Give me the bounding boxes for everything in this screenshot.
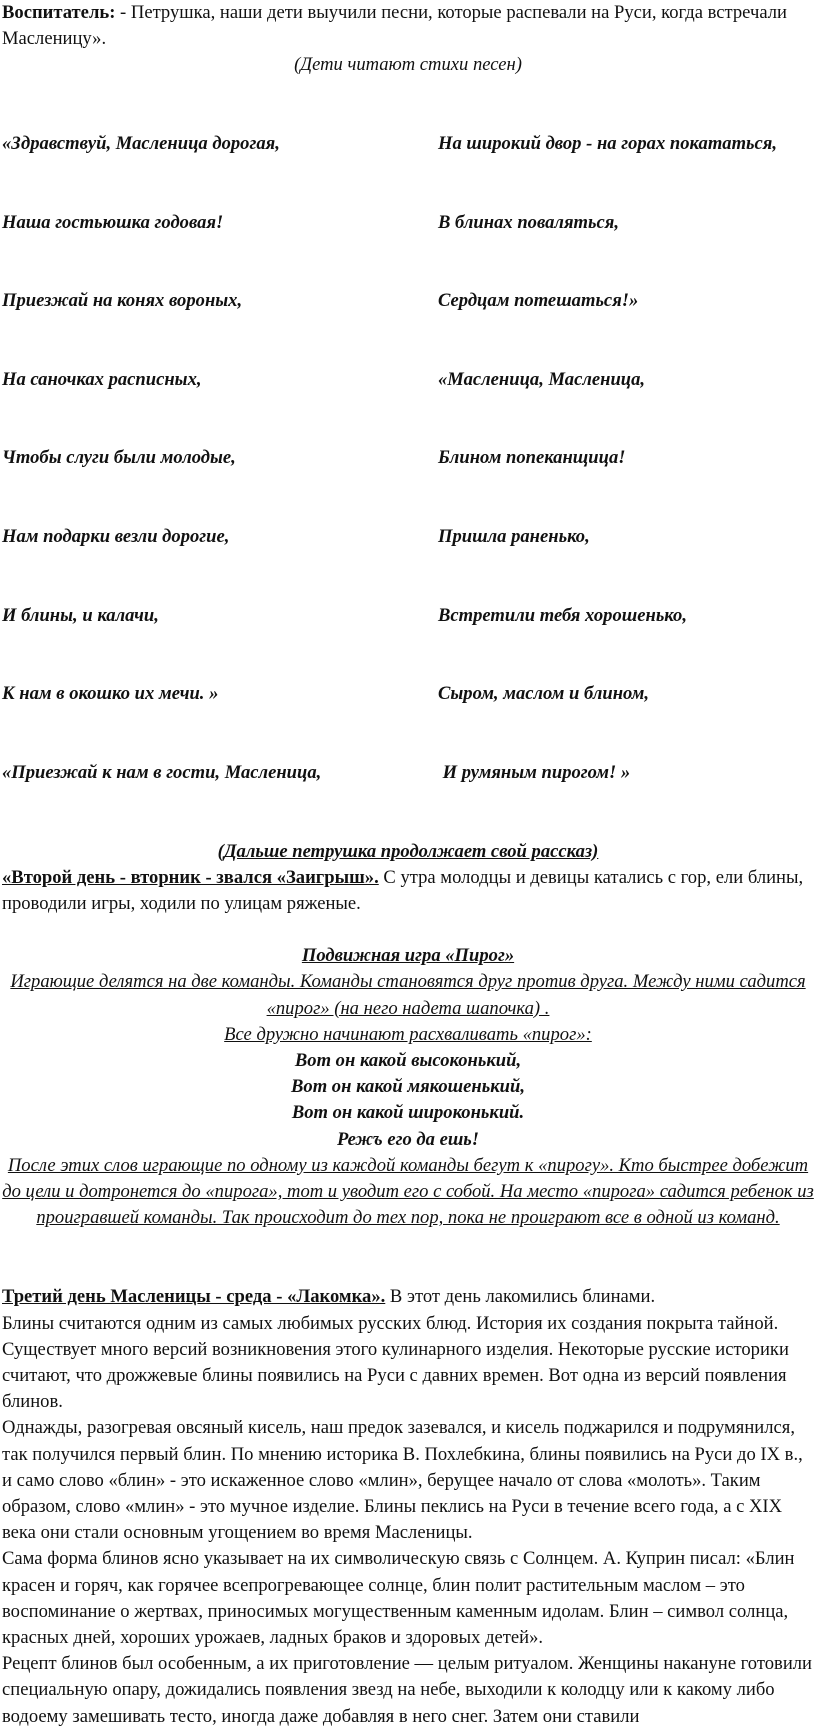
day2-text: С утра молодцы и девицы катались с гор, ели блины, проводили игры, ходили по улицам ряженые. [2, 866, 804, 914]
poem-line: Сердцам потешаться!» [438, 290, 639, 312]
game-chant-line: Режъ его да ешь! [336, 1128, 480, 1150]
intro-paragraph [2, 0, 814, 52]
poem-line: В блинах поваляться, [438, 211, 619, 233]
intro-label: Воспитатель: [2, 2, 116, 23]
poem-line: На широкий двор - на горах покататься, [438, 133, 778, 155]
stage-direction-1: (Дети читают стихи песен) [294, 54, 522, 76]
stage-direction-2: (Дальше петрушка продолжает свой рассказ) [217, 840, 599, 862]
game-chant-line: Вот он какой широконький. [291, 1102, 525, 1124]
body-paragraph: Рецепт блинов был особенным, а их приготовление — целым ритуалом. Женщины накануне готовили специальную опару, дожидались появления звезд на небе, выходили к колодцу или к какому либо водоему замешивать тесто, иногда даже добавляя в него снег. Затем они ставили [2, 1653, 812, 1727]
day3-paragraph [2, 1284, 814, 1310]
body-paragraph: Сама форма блинов ясно указывает на их символическую связь с Солнцем. А. Куприн писал: «Блин красен и горяч, как горячее всепрогревающее солнце, блин полит растительным маслом – это воспоминание о жертвах, приносимых могущественным каменным идолам. Блин – символ солнца, красных дней, хороших урожаев, ладных браков и здоровых детей». [2, 1548, 795, 1648]
document-page [2, 0, 814, 1727]
poem-line: Наша гостьюшка годовая! [2, 211, 224, 233]
poem-line: Нам подарки везли дорогие, [2, 526, 230, 548]
poem-line: Пришла раненько, [438, 526, 590, 548]
poem-left-column [2, 79, 438, 839]
day3-text: В этот день лакомились блинами. [385, 1286, 656, 1308]
spacer [2, 917, 814, 943]
poem-line: «Масленица, Масленица, [438, 368, 646, 390]
game-description-1: Играющие делятся на две команды. Команды становятся друг против друга. Между ними садится «пирог» (на него надета шапочка) . [10, 971, 806, 1019]
game-rules: После этих слов играющие по одному из каждой команды бегут к «пирогу». Кто быстрее добежит до цели и дотронется до «пирога», тот и уводит его с собой. На место «пирога» садится ребенок из проигравшей команды. Так происходит до тех пор, пока не проиграют все в одной из команд. [2, 1154, 814, 1229]
game-title: Подвижная игра «Пирог» [301, 945, 515, 967]
poem-line: Приезжай на конях вороных, [2, 290, 243, 312]
poem-line: Блином попеканщица! [438, 447, 626, 469]
poem-line: И блины, и калачи, [2, 604, 159, 626]
poem-right-column [438, 79, 777, 839]
day3-heading: Третий день Масленицы - среда - «Лакомка». [2, 1286, 386, 1308]
poem-line: И румяным пирогом! » [438, 761, 631, 783]
intro-text: - Петрушка, наши дети выучили песни, которые распевали на Руси, когда встречали Масленицу». [2, 2, 787, 50]
day2-heading: «Второй день - вторник - звался «Заигрыш». [2, 866, 379, 888]
day2-paragraph [2, 865, 814, 917]
poem-line: «Приезжай к нам в гости, Масленица, [2, 761, 322, 783]
spacer [2, 1231, 814, 1257]
game-chant-line: Вот он какой мякошенький, [291, 1076, 525, 1098]
game-description-2: Все дружно начинают расхваливать «пирог»: [224, 1023, 592, 1045]
poem-line: «Здравствуй, Масленица дорогая, [2, 133, 280, 155]
body-paragraph: Однажды, разогревая овсяный кисель, наш предок зазевался, и кисель поджарился и подрумянился, так получился первый блин. По мнению историка В. Похлебкина, блины появились на Руси до IX в., и само слово «блин» - это искаженное слово «млин», берущее начало от слова «молоть». Таким образом, слово «млин» - это мучное изделие. Блины пеклись на Руси в течение всего года, а с XIX века они стали основным угощением во время Масленицы. [2, 1417, 803, 1544]
poem-line: Чтобы слуги были молодые, [2, 447, 236, 469]
body-paragraph: Блины считаются одним из самых любимых русских блюд. История их создания покрыта тайной. Существует много версий возникновения этого кулинарного изделия. Некоторые русские историки считают, что дрожжевые блины появились на Руси с давних времен. Вот одна из версий появления блинов. [2, 1312, 789, 1413]
poem [2, 79, 814, 839]
poem-line: Сыром, маслом и блином, [438, 683, 650, 705]
poem-line: На саночках расписных, [2, 368, 202, 390]
poem-line: К нам в окошко их мечи. » [2, 683, 219, 705]
poem-line: Встретили тебя хорошенько, [438, 604, 687, 626]
game-chant-line: Вот он какой высоконький, [294, 1049, 522, 1071]
spacer [2, 1257, 814, 1284]
